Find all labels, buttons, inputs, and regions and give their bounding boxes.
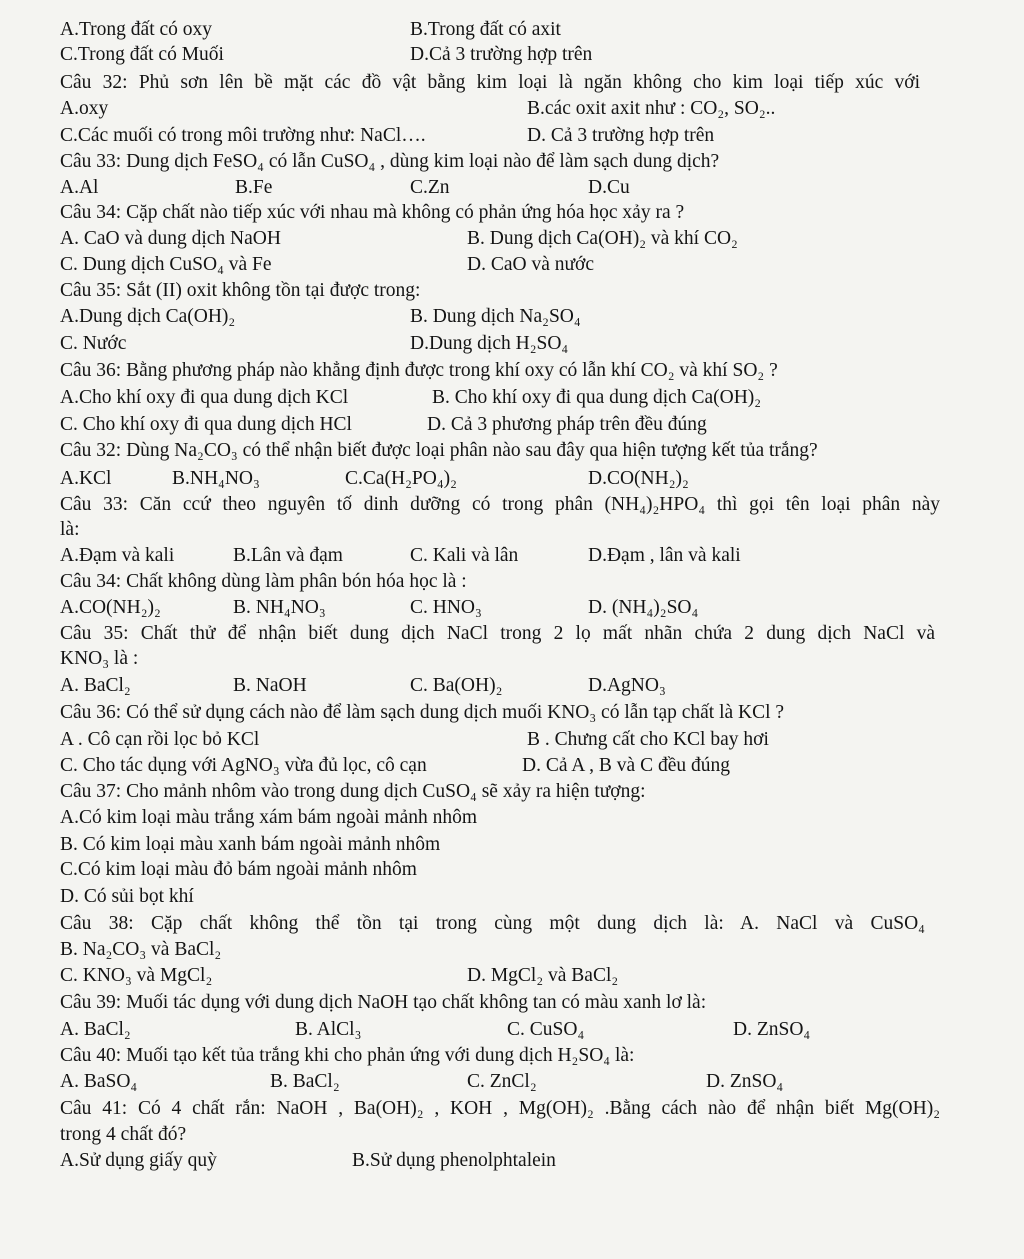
text-line <box>0 253 1024 277</box>
text-line <box>0 332 1024 356</box>
text-line <box>0 674 1024 698</box>
text-line <box>0 201 1024 225</box>
answer-option: A . Cô cạn rồi lọc bỏ KCl <box>60 729 260 750</box>
answer-option: C.Trong đất có Muối <box>60 44 224 65</box>
text-line <box>0 518 1024 542</box>
answer-option: B.NH₄NO₃ <box>172 468 260 489</box>
answer-option: A.Đạm và kali <box>60 545 175 566</box>
answer-option: D.CO(NH₂)₂ <box>588 468 689 489</box>
question-text: Câu 33: Căn ccứ theo nguyên tố dinh dưỡng có trong phân (NH₄)₂HPO₄ thì gọi tên loại phân này <box>60 494 940 515</box>
answer-option: A.Dung dịch Ca(OH)₂ <box>60 306 236 327</box>
text-line <box>0 1149 1024 1173</box>
text-line <box>0 97 1024 121</box>
answer-option: A.Trong đất có oxy <box>60 19 213 40</box>
answer-option: C. Ba(OH)₂ <box>410 675 503 696</box>
question-text: D. Có sủi bọt khí <box>60 886 194 907</box>
question-text: là: <box>60 519 80 540</box>
answer-option: B. Cho khí oxy đi qua dung dịch Ca(OH)₂ <box>432 387 762 408</box>
text-line <box>0 991 1024 1015</box>
answer-option: A.CO(NH₂)₂ <box>60 597 161 618</box>
text-line <box>0 1044 1024 1068</box>
text-line <box>0 833 1024 857</box>
question-text: KNO₃ là : <box>60 648 139 669</box>
answer-option: C. Cho tác dụng với AgNO₃ vừa đủ lọc, cô cạn <box>60 755 427 776</box>
text-line <box>0 386 1024 410</box>
answer-option: C. Nước <box>60 333 127 354</box>
text-line <box>0 43 1024 67</box>
answer-option: D. Cả A , B và C đều đúng <box>522 755 730 776</box>
text-line <box>0 18 1024 42</box>
question-text: C.Có kim loại màu đỏ bám ngoài mảnh nhôm <box>60 859 417 880</box>
text-line <box>0 806 1024 830</box>
question-text: Câu 36: Bằng phương pháp nào khẳng định được trong khí oxy có lẫn khí CO₂ và khí SO₂ ? <box>60 360 778 381</box>
answer-option: D. (NH₄)₂SO₄ <box>588 597 699 618</box>
answer-option: A.KCl <box>60 468 112 489</box>
answer-option: C. CuSO₄ <box>507 1019 585 1040</box>
question-text: Câu 35: Sắt (II) oxit không tồn tại được trong: <box>60 280 421 301</box>
question-text: A.Có kim loại màu trắng xám bám ngoài mảnh nhôm <box>60 807 478 828</box>
answer-option: B.các oxit axit như : CO₂, SO₂.. <box>527 98 776 119</box>
text-line <box>0 1070 1024 1094</box>
answer-option: C. Kali và lân <box>410 545 519 566</box>
answer-option: D. CaO và nước <box>467 254 595 275</box>
text-line <box>0 728 1024 752</box>
question-text: B. Na₂CO₃ và BaCl₂ <box>60 939 222 960</box>
text-line <box>0 71 1024 95</box>
question-text: Câu 39: Muối tác dụng với dung dịch NaOH tạo chất không tan có màu xanh lơ là: <box>60 992 707 1013</box>
answer-option: D. ZnSO₄ <box>733 1019 811 1040</box>
text-line <box>0 858 1024 882</box>
answer-option: A. CaO và dung dịch NaOH <box>60 228 281 249</box>
text-line <box>0 227 1024 251</box>
answer-option: B.Trong đất có axit <box>410 19 561 40</box>
question-text: Câu 34: Chất không dùng làm phân bón hóa học là : <box>60 571 467 592</box>
answer-option: D.Cu <box>588 177 630 198</box>
answer-option: A. BaCl₂ <box>60 1019 131 1040</box>
text-line <box>0 544 1024 568</box>
text-line <box>0 780 1024 804</box>
answer-option: D.Dung dịch H₂SO₄ <box>410 333 569 354</box>
answer-option: A.Al <box>60 177 99 198</box>
answer-option: A.Sử dụng giấy quỳ <box>60 1150 217 1171</box>
text-line <box>0 493 1024 517</box>
answer-option: B.Sử dụng phenolphtalein <box>352 1150 556 1171</box>
answer-option: B. BaCl₂ <box>270 1071 340 1092</box>
answer-option: D. ZnSO₄ <box>706 1071 784 1092</box>
text-line <box>0 176 1024 200</box>
text-line <box>0 413 1024 437</box>
text-line <box>0 885 1024 909</box>
question-text: Câu 37: Cho mảnh nhôm vào trong dung dịch CuSO₄ sẽ xảy ra hiện tượng: <box>60 781 646 802</box>
answer-option: A. BaSO₄ <box>60 1071 138 1092</box>
text-line <box>0 938 1024 962</box>
question-text: Câu 40: Muối tạo kết tủa trắng khi cho phản ứng với dung dịch H₂SO₄ là: <box>60 1045 635 1066</box>
text-line <box>0 754 1024 778</box>
answer-option: C. ZnCl₂ <box>467 1071 537 1092</box>
text-line <box>0 1097 1024 1121</box>
answer-option: D. MgCl₂ và BaCl₂ <box>467 965 619 986</box>
answer-option: C. KNO₃ và MgCl₂ <box>60 965 213 986</box>
question-text: Câu 35: Chất thử để nhận biết dung dịch NaCl trong 2 lọ mất nhãn chứa 2 dung dịch NaCl và <box>60 623 935 644</box>
answer-option: D. Cả 3 phương pháp trên đều đúng <box>427 414 707 435</box>
text-line <box>0 1123 1024 1147</box>
answer-option: A.Cho khí oxy đi qua dung dịch KCl <box>60 387 349 408</box>
question-text: Câu 38: Cặp chất không thể tồn tại trong cùng một dung dịch là: A. NaCl và CuSO₄ <box>60 913 925 934</box>
text-line <box>0 439 1024 463</box>
text-line <box>0 701 1024 725</box>
answer-option: B. AlCl₃ <box>295 1019 362 1040</box>
question-text: Câu 33: Dung dịch FeSO₄ có lẫn CuSO₄ , dùng kim loại nào để làm sạch dung dịch? <box>60 151 720 172</box>
answer-option: B . Chưng cất cho KCl bay hơi <box>527 729 769 750</box>
answer-option: B.Lân và đạm <box>233 545 343 566</box>
answer-option: B. Dung dịch Na₂SO₄ <box>410 306 581 327</box>
answer-option: A. BaCl₂ <box>60 675 131 696</box>
answer-option: B. Dung dịch Ca(OH)₂ và khí CO₂ <box>467 228 738 249</box>
answer-option: C. HNO₃ <box>410 597 482 618</box>
answer-option: C. Dung dịch CuSO₄ và Fe <box>60 254 272 275</box>
text-line <box>0 596 1024 620</box>
text-line <box>0 359 1024 383</box>
answer-option: C.Zn <box>410 177 450 198</box>
answer-option: C. Cho khí oxy đi qua dung dịch HCl <box>60 414 352 435</box>
text-line <box>0 467 1024 491</box>
answer-option: C.Ca(H₂PO₄)₂ <box>345 468 457 489</box>
text-line <box>0 964 1024 988</box>
answer-option: A.oxy <box>60 98 109 119</box>
question-text: Câu 36: Có thể sử dụng cách nào để làm sạch dung dịch muối KNO₃ có lẫn tạp chất là KCl ? <box>60 702 785 723</box>
text-line <box>0 1018 1024 1042</box>
text-line <box>0 124 1024 148</box>
answer-option: C.Các muối có trong môi trường như: NaCl…. <box>60 125 426 146</box>
answer-option: D.AgNO₃ <box>588 675 666 696</box>
answer-option: D. Cả 3 trường hợp trên <box>527 125 715 146</box>
question-text: Câu 34: Cặp chất nào tiếp xúc với nhau mà không có phản ứng hóa học xảy ra ? <box>60 202 685 223</box>
answer-option: B. NaOH <box>233 675 307 696</box>
question-text: Câu 41: Có 4 chất rắn: NaOH , Ba(OH)₂ , KOH , Mg(OH)₂ .Bằng cách nào để nhận biết Mg(OH)₂ <box>60 1098 940 1119</box>
question-text: Câu 32: Phủ sơn lên bề mặt các đồ vật bằng kim loại là ngăn không cho kim loại tiếp xúc với <box>60 72 920 93</box>
answer-option: B. NH₄NO₃ <box>233 597 326 618</box>
answer-option: B.Fe <box>235 177 273 198</box>
text-line <box>0 570 1024 594</box>
question-text: Câu 32: Dùng Na₂CO₃ có thể nhận biết được loại phân nào sau đây qua hiện tượng kết tủa trắng? <box>60 440 818 461</box>
question-text: trong 4 chất đó? <box>60 1124 187 1145</box>
text-line <box>0 305 1024 329</box>
answer-option: D.Cả 3 trường hợp trên <box>410 44 593 65</box>
text-line <box>0 647 1024 671</box>
answer-option: D.Đạm , lân và kali <box>588 545 741 566</box>
text-line <box>0 622 1024 646</box>
text-line <box>0 150 1024 174</box>
question-text: B. Có kim loại màu xanh bám ngoài mảnh nhôm <box>60 834 441 855</box>
text-line <box>0 279 1024 303</box>
text-line <box>0 912 1024 936</box>
